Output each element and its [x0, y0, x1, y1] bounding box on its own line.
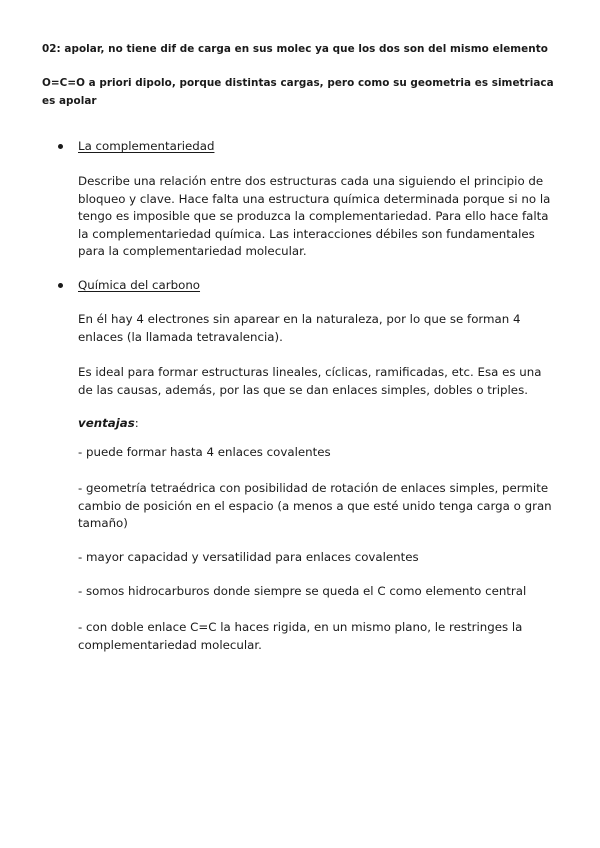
co2-note: O=C=O a priori dipolo, porque distintas cargas, pero como su geometria es simetriaca es apolar: [42, 77, 554, 107]
section-heading-complementariedad: La complementariedad: [78, 139, 215, 153]
bullet-quimica-carbono: [58, 276, 200, 294]
bullet-dot-icon: [58, 144, 63, 149]
advantage-item: - mayor capacidad y versatilidad para enlaces covalentes: [78, 550, 419, 564]
bullet-dot-icon: [58, 283, 63, 288]
o2-note: 02: apolar, no tiene dif de carga en sus molec ya que los dos son del mismo elemento: [42, 43, 548, 55]
advantage-item: - con doble enlace C=C la haces rigida, en un mismo plano, le restringes la complementariedad molecular.: [78, 620, 523, 652]
section-heading-quimica-carbono: Química del carbono: [78, 278, 201, 292]
bullet-complementariedad: [58, 137, 214, 155]
paragraph-electrones: En él hay 4 electrones sin aparear en la naturaleza, por lo que se forman 4 enlaces (la llamada tetravalencia).: [78, 312, 521, 344]
advantage-item: - geometría tetraédrica con posibilidad de rotación de enlaces simples, permite cambio de posición en el espacio (a menos a que esté unido tenga carga o gran tamaño): [78, 481, 552, 531]
advantage-item: - somos hidrocarburos donde siempre se queda el C como elemento central: [78, 584, 527, 598]
advantage-item: - puede formar hasta 4 enlaces covalentes: [78, 445, 331, 459]
advantages-title-text: ventajas: [78, 416, 135, 430]
paragraph-complementariedad: Describe una relación entre dos estructuras cada una siguiendo el principio de bloqueo y clave. Hace falta una estructura química determinada porque si no la tengo es imposible que se produzca la complementariedad. Para ello hace falta la complementariedad química. Las interacciones débiles son fundamentales para la complementariedad molecular.: [78, 174, 551, 259]
advantages-title-colon: :: [134, 416, 139, 430]
paragraph-estructuras: Es ideal para formar estructuras lineales, cíclicas, ramificadas, etc. Esa es una de las causas, además, por las que se dan enlaces simples, dobles o triples.: [78, 365, 542, 397]
advantages-title: [78, 415, 558, 433]
